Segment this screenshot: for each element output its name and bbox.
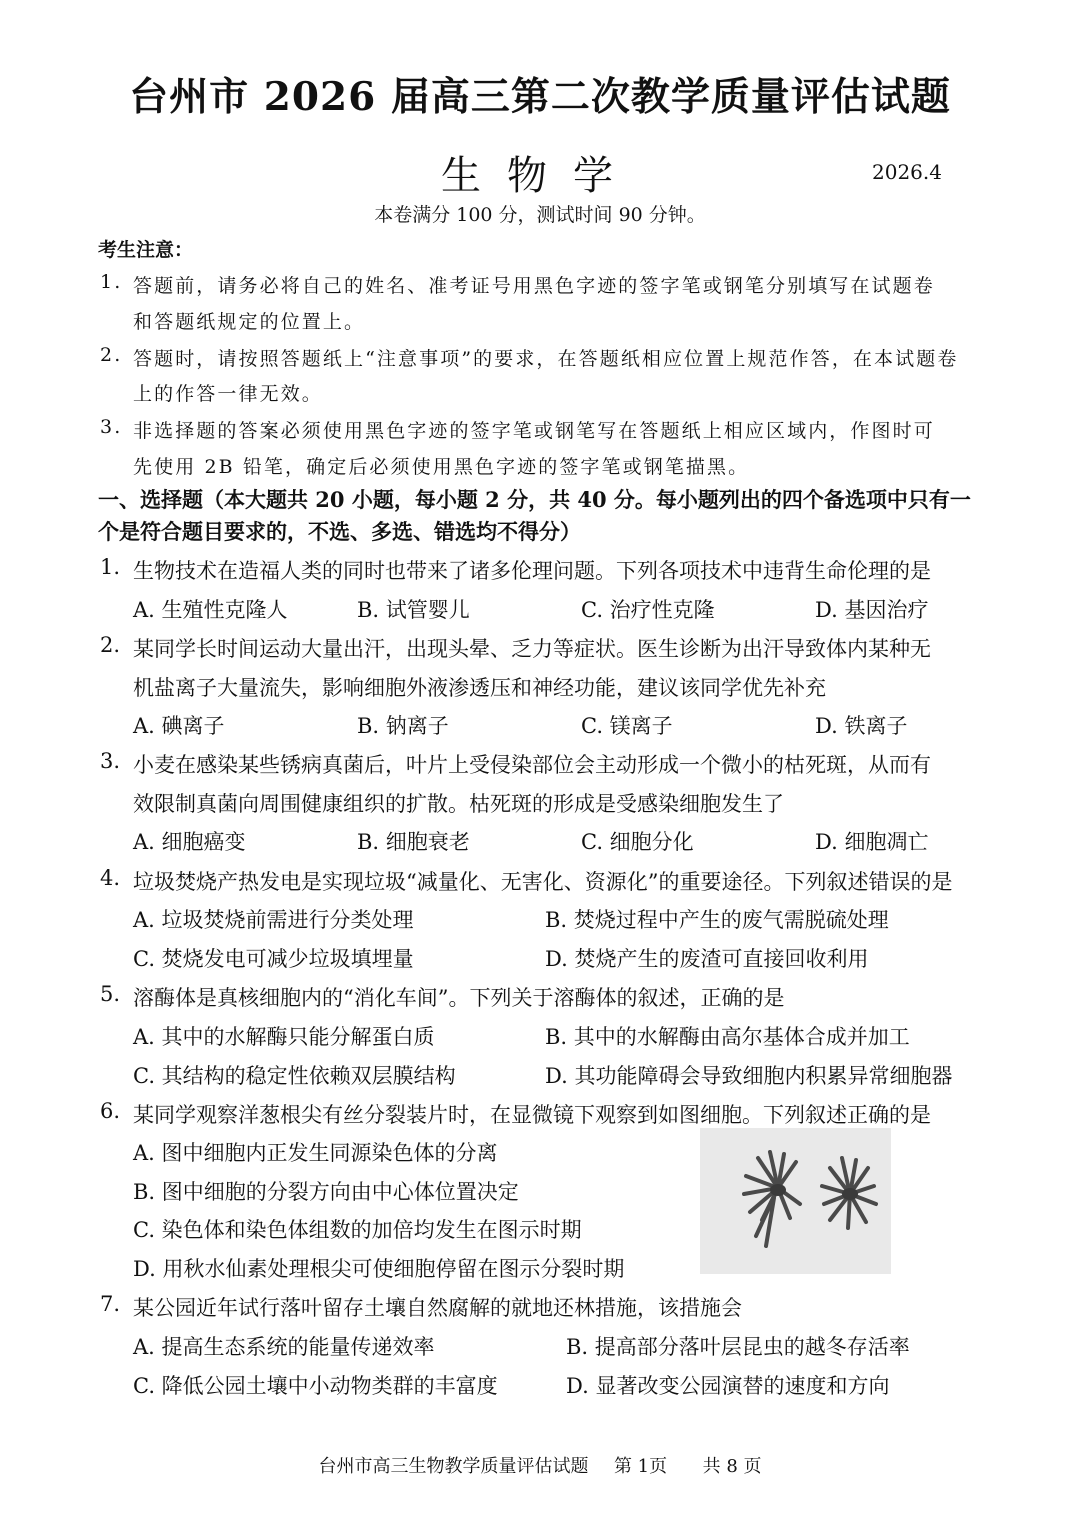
option-a: A. 其中的水解酶只能分解蛋白质 [133,1025,435,1049]
page-total: 共 8 页 [702,1456,762,1477]
section-heading: 个是符合题目要求的，不选、多选、错选均不得分） [98,519,581,544]
option-d: D. 基因治疗 [815,598,929,622]
notice-text: 非选择题的答案必须使用黑色字迹的签字笔或钢笔写在答题纸上相应区域内，作图时可 [133,420,935,442]
option-d: D. 显著改变公园演替的速度和方向 [566,1374,890,1398]
notice-text: 答题前，请务必将自己的姓名、准考证号用黑色字迹的签字笔或钢笔分别填写在试题卷 [133,275,935,297]
notice-title: 考生注意： [98,239,194,261]
option-b: B. 提高部分落叶层昆虫的越冬存活率 [566,1335,910,1359]
option-b: B. 焚烧过程中产生的废气需脱硫处理 [545,908,889,932]
question-number: 6. [100,1099,121,1123]
question-stem: 某同学观察洋葱根尖有丝分裂装片时，在显微镜下观察到如图细胞。下列叙述正确的是 [133,1103,931,1127]
footer-title: 台州市高三生物教学质量评估试题 [318,1456,589,1477]
question-number: 2. [100,633,121,657]
question-stem: 生物技术在造福人类的同时也带来了诸多伦理问题。下列各项技术中违背生命伦理的是 [133,559,931,583]
option-b: B. 钠离子 [357,714,449,738]
notice-text: 答题时，请按照答题纸上“注意事项”的要求，在答题纸相应位置上规范作答，在本试题卷 [133,348,959,370]
notice-number: 1. [100,271,123,293]
question-stem: 小麦在感染某些锈病真菌后，叶片上受侵染部位会主动形成一个微小的枯死斑，从而有 [133,753,931,777]
option-d: D. 用秋水仙素处理根尖可使细胞停留在图示分裂时期 [133,1257,625,1281]
option-a: A. 图中细胞内正发生同源染色体的分离 [133,1141,498,1165]
option-c: C. 镁离子 [581,714,673,738]
notice-text: 和答题纸规定的位置上。 [133,311,366,333]
page-number: 第 1页 [613,1456,668,1477]
question-stem: 垃圾焚烧产热发电是实现垃圾“减量化、无害化、资源化”的重要途径。下列叙述错误的是 [133,870,953,894]
notice-text: 上的作答一律无效。 [133,383,323,405]
question-number: 3. [100,749,121,773]
option-c: C. 染色体和染色体组数的加倍均发生在图示时期 [133,1218,582,1242]
option-a: A. 垃圾焚烧前需进行分类处理 [133,908,414,932]
question-number: 1. [100,555,121,579]
notice-number: 2. [100,344,123,366]
option-a: A. 碘离子 [133,714,225,738]
option-d: D. 焚烧产生的废渣可直接回收利用 [545,947,869,971]
page-footer [0,1452,1080,1478]
micrograph-figure [700,1128,891,1274]
option-b: B. 试管婴儿 [357,598,470,622]
option-c: C. 细胞分化 [581,830,694,854]
exam-title: 台州市 2026 届高三第二次教学质量评估试题 [129,74,951,120]
notice-number: 3. [100,416,123,438]
option-b: B. 细胞衰老 [357,830,470,854]
question-stem: 某同学长时间运动大量出汗，出现头晕、乏力等症状。医生诊断为出汗导致体内某种无 [133,637,931,661]
option-c: C. 降低公园土壤中小动物类群的丰富度 [133,1374,498,1398]
option-d: D. 铁离子 [815,714,908,738]
option-a: A. 生殖性克隆人 [133,598,288,622]
question-number: 5. [100,982,121,1006]
section-heading: 一、选择题（本大题共 20 小题，每小题 2 分，共 40 分。每小题列出的四个备选项中只有一 [98,487,971,512]
question-stem: 溶酶体是真核细胞内的“消化车间”。下列关于溶酶体的叙述，正确的是 [133,986,785,1010]
option-b: B. 其中的水解酶由高尔基体合成并加工 [545,1025,910,1049]
notice-text: 先使用 2B 铅笔，确定后必须使用黑色字迹的签字笔或钢笔描黑。 [133,456,750,478]
option-d: D. 细胞凋亡 [815,830,929,854]
option-b: B. 图中细胞的分裂方向由中心体位置决定 [133,1180,519,1204]
chromosome-image [700,1128,891,1274]
option-a: A. 提高生态系统的能量传递效率 [133,1335,435,1359]
question-number: 4. [100,866,121,890]
option-c: C. 其结构的稳定性依赖双层膜结构 [133,1064,456,1088]
exam-date: 2026.4 [872,160,942,184]
question-stem: 某公园近年试行落叶留存土壤自然腐解的就地还林措施，该措施会 [133,1296,742,1320]
question-stem: 机盐离子大量流失，影响细胞外液渗透压和神经功能，建议该同学优先补充 [133,676,826,700]
option-c: C. 焚烧发电可减少垃圾填埋量 [133,947,414,971]
option-c: C. 治疗性克隆 [581,598,715,622]
option-d: D. 其功能障碍会导致细胞内积累异常细胞器 [545,1064,953,1088]
question-number: 7. [100,1292,121,1316]
question-stem: 效限制真菌向周围健康组织的扩散。枯死斑的形成是受感染细胞发生了 [133,792,784,816]
option-a: A. 细胞癌变 [133,830,246,854]
exam-info: 本卷满分 100 分，测试时间 90 分钟。 [374,204,706,226]
subject-title: 生物学 [441,153,639,199]
